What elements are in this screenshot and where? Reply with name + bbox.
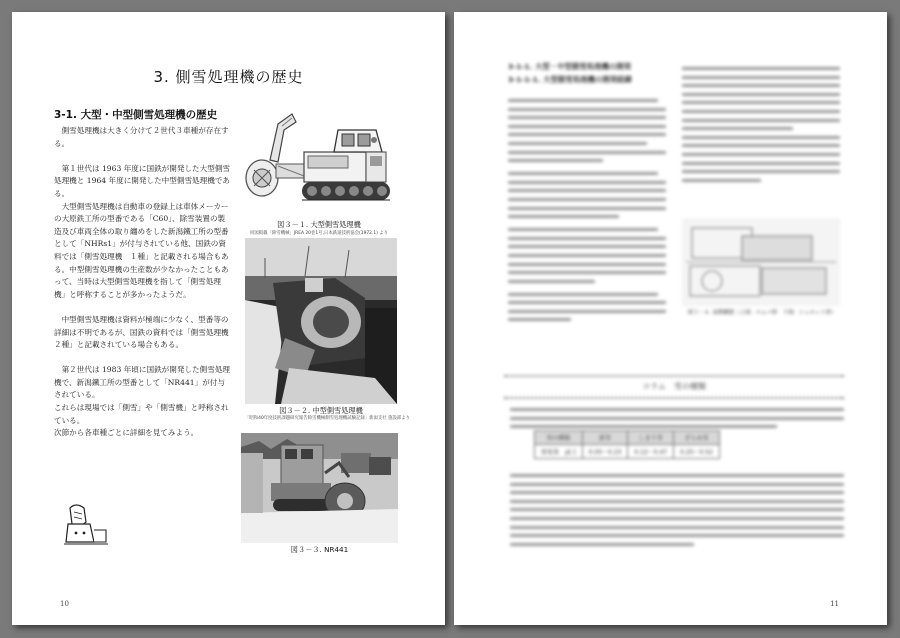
figure-nr441 [241,433,398,543]
figure-caption-4: 図３－４. 初期構想（上図：ロムバ形 下図：シュエット形） [687,310,837,316]
table-header-new: 新雪 [582,431,628,445]
chapter-title: 3. 側雪処理機の歴史 [153,68,304,86]
table-header-type: 雪の種類 [535,431,583,445]
table-cell-new: 0.05～0.23 [582,445,628,459]
blurred-paragraph [508,99,666,321]
paragraph-intro: 側雪処理機は大きく分けて２世代３車種が存在する。 [54,126,229,148]
figure-source-1: 同図掲載「除雪機械」JREA 20巻1号,日本鉄道技術協会(1972.1) より [249,231,389,236]
column-title: コラム 雪の種類 [642,382,706,391]
column-box [504,375,844,399]
paragraph-large: 大型側雪処理機は自動車の登録上は車体メーカーの大原鉄工所の型番である「C60」、除雪装置の製造及び車両全体の取り纏めをした新潟鐵工所の型番として「NHRs1」が付与されている他、国鉄の資料では「側雪処理機 １種」と記載される場合もある。中型側雪処理機の生産数が少なかったこともあって、当時は大型側雪処理機を指して「側雪処理機」と呼称することが多かったようだ。 [54,201,229,299]
figure-caption-2: 図３－２. 中型側雪処理機 [279,406,363,415]
figure-large-snow-processor [244,108,394,218]
subsection-heading: 3-1-1. 大型・中型側雪処理機の開発 [508,62,632,71]
table-cell-compact: 0.12～0.47 [628,445,674,459]
table-cell-granular: 0.25～0.52 [674,445,720,459]
right-left-column [508,61,666,327]
figure-medium-snow-processor [245,238,397,404]
right-right-column [682,63,840,187]
table-header-compact: しまり雪 [628,431,674,445]
paragraph-gen2: 第２世代は 1983 年頃に国鉄が開発した側雪処理機で、新潟鐵工所の型番として「NR441」が付与されている。 [54,365,231,400]
paragraph-medium: 中型側雪処理機は資料が極端に少なく、型番等の詳細は不明であるが、国鉄の資料では「側雪処理機 ２種」と記載されている場合もある。 [54,314,237,350]
page-number-right: 11 [830,600,839,608]
column-body-2 [510,470,844,551]
mascot-illustration [60,500,112,550]
snow-density-table [534,430,720,459]
paragraph-next: 次節から各車種ごとに詳細を見てみよう。 [54,428,199,438]
table-header-granular: ざらめ雪 [674,431,720,445]
figure-initial-concept [682,218,840,306]
figure-caption-1: 図３－１. 大型側雪処理機 [277,220,361,229]
section-title: 3-1. 大型・中型側雪処理機の歴史 [54,109,218,121]
body-text [54,125,237,440]
table-cell-density-label: 密度量 ρ[-] [535,445,583,459]
subsubsection-heading: 3-1-1-1. 大型側雪処理機の開発経緯 [508,75,632,84]
paragraph-gen1: 第１世代は 1963 年度に国鉄が開発した大型側雪処理機と 1964 年度に開発した中型側雪処理機である。 [54,163,231,198]
figure-caption-3: 図３－３. NR441 [290,545,349,554]
paragraph-naming: これらは現場では「側雪」や「側雪機」と呼称されている。 [54,403,229,425]
left-page [12,12,445,625]
figure-source-2: 「昭和40年度技術課題研究報告除雪機械側雪処理機試験記録」新潟支社 施設部より [245,416,411,421]
page-number-left: 10 [60,600,69,608]
right-page [454,12,887,625]
